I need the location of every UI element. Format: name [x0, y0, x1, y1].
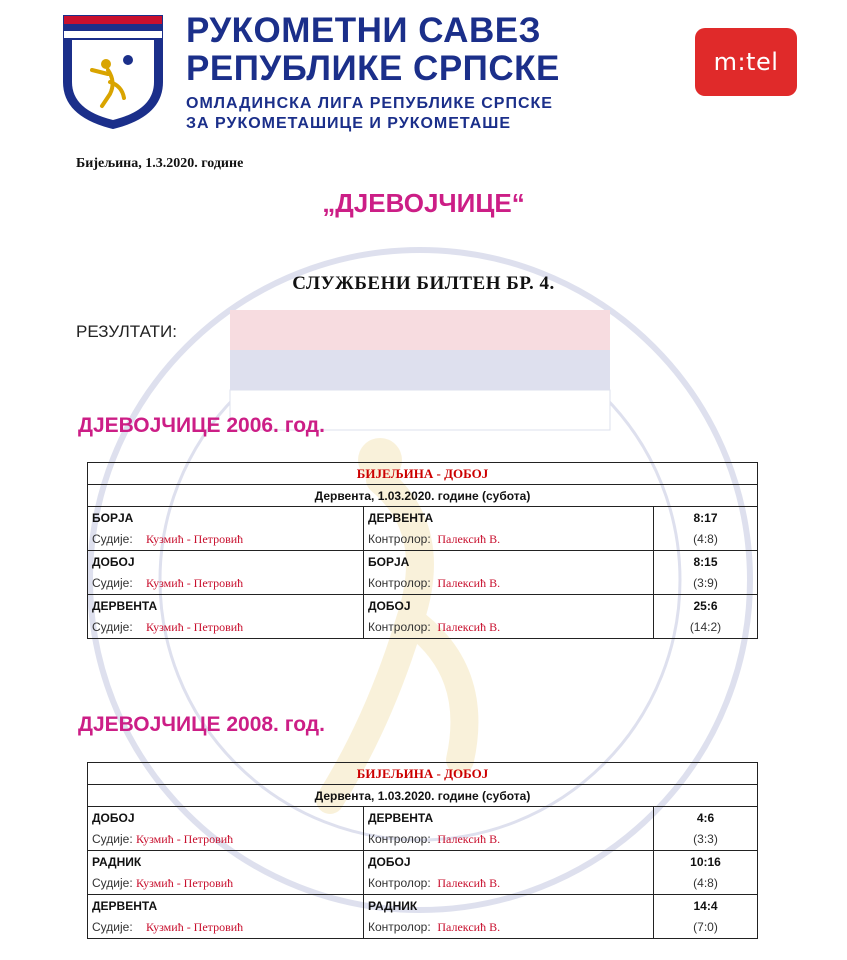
referees-names: Кузмић - Петровић — [146, 619, 244, 634]
final-score: 10:16 — [654, 851, 758, 873]
category-heading: „ДЈЕВОЈЧИЦЕ“ — [322, 188, 525, 218]
final-score: 8:17 — [654, 507, 758, 529]
referees-names: Кузмић - Петровић — [146, 531, 244, 546]
officials-row — [88, 829, 758, 851]
controller-name: Палексић В. — [437, 619, 501, 634]
controller-label: Контролор: — [368, 831, 431, 846]
halftime-score: (14:2) — [654, 617, 758, 639]
officials-row — [88, 573, 758, 595]
venue-cell: Дервента, 1.03.2020. године (субота) — [88, 785, 758, 807]
header-title-block — [186, 12, 560, 134]
league-name-line1: ОМЛАДИНСКА ЛИГА РЕПУБЛИКЕ СРПСКЕ — [186, 95, 553, 112]
mtel-sponsor-logo: m:tel — [695, 28, 797, 96]
away-team: ДЕРВЕНТА — [364, 807, 654, 829]
controller-name: Палексић В. — [437, 831, 501, 846]
referees-label: Судије: — [92, 531, 133, 546]
section-title-2008: ДЈЕВОЈЧИЦЕ 2008. год. — [78, 713, 325, 736]
home-team: ДЕРВЕНТА — [88, 595, 364, 617]
halftime-score: (4:8) — [654, 873, 758, 895]
match-row — [88, 807, 758, 829]
away-team: РАДНИК — [364, 895, 654, 917]
referees-label: Судије: — [92, 619, 133, 634]
controller-name: Палексић В. — [437, 875, 501, 890]
away-team: ДОБОЈ — [364, 595, 654, 617]
section-title-2006: ДЈЕВОЈЧИЦЕ 2006. год. — [78, 414, 325, 437]
league-cell: БИЈЕЉИНА - ДОБОЈ — [88, 763, 758, 785]
results-label: РЕЗУЛТАТИ: — [76, 322, 177, 341]
controller-label: Контролор: — [368, 575, 431, 590]
match-row — [88, 895, 758, 917]
controller-label: Контролор: — [368, 619, 431, 634]
officials-row — [88, 873, 758, 895]
officials-row — [88, 917, 758, 939]
referees-label: Судије: — [92, 919, 133, 934]
referees-label: Судије: — [92, 831, 133, 846]
referees-label: Судије: — [92, 875, 133, 890]
hfrs-logo — [58, 12, 168, 130]
halftime-score: (4:8) — [654, 529, 758, 551]
controller-name: Палексић В. — [437, 531, 501, 546]
referees-names: Кузмић - Петровић — [136, 875, 234, 890]
halftime-score: (3:3) — [654, 829, 758, 851]
final-score: 14:4 — [654, 895, 758, 917]
officials-row — [88, 617, 758, 639]
away-team: ДЕРВЕНТА — [364, 507, 654, 529]
controller-label: Контролор: — [368, 531, 431, 546]
away-team: БОРЈА — [364, 551, 654, 573]
final-score: 8:15 — [654, 551, 758, 573]
home-team: ДЕРВЕНТА — [88, 895, 364, 917]
final-score: 4:6 — [654, 807, 758, 829]
match-row — [88, 851, 758, 873]
referees-label: Судије: — [92, 575, 133, 590]
league-cell: БИЈЕЉИНА - ДОБОЈ — [88, 463, 758, 485]
away-team: ДОБОЈ — [364, 851, 654, 873]
home-team: РАДНИК — [88, 851, 364, 873]
controller-label: Контролор: — [368, 919, 431, 934]
match-row — [88, 595, 758, 617]
federation-name-line2: РЕПУБЛИКЕ СРПСКЕ — [186, 49, 560, 88]
match-row — [88, 507, 758, 529]
final-score: 25:6 — [654, 595, 758, 617]
referees-names: Кузмић - Петровић — [146, 919, 244, 934]
date-line: Бијељина, 1.3.2020. године — [76, 156, 244, 171]
controller-name: Палексић В. — [437, 575, 501, 590]
bulletin-title: СЛУЖБЕНИ БИЛТЕН БР. 4. — [292, 273, 555, 294]
results-table-2006 — [87, 462, 758, 639]
results-table-2008 — [87, 762, 758, 939]
league-name-line2: ЗА РУКОМЕТАШИЦЕ И РУКОМЕТАШЕ — [186, 115, 511, 132]
controller-label: Контролор: — [368, 875, 431, 890]
referees-names: Кузмић - Петровић — [136, 831, 234, 846]
match-row — [88, 551, 758, 573]
federation-name-line1: РУКОМЕТНИ САВЕЗ — [186, 11, 542, 50]
home-team: ДОБОЈ — [88, 807, 364, 829]
halftime-score: (7:0) — [654, 917, 758, 939]
venue-cell: Дервента, 1.03.2020. године (субота) — [88, 485, 758, 507]
home-team: ДОБОЈ — [88, 551, 364, 573]
officials-row — [88, 529, 758, 551]
referees-names: Кузмић - Петровић — [146, 575, 244, 590]
controller-name: Палексић В. — [437, 919, 501, 934]
home-team: БОРЈА — [88, 507, 364, 529]
halftime-score: (3:9) — [654, 573, 758, 595]
